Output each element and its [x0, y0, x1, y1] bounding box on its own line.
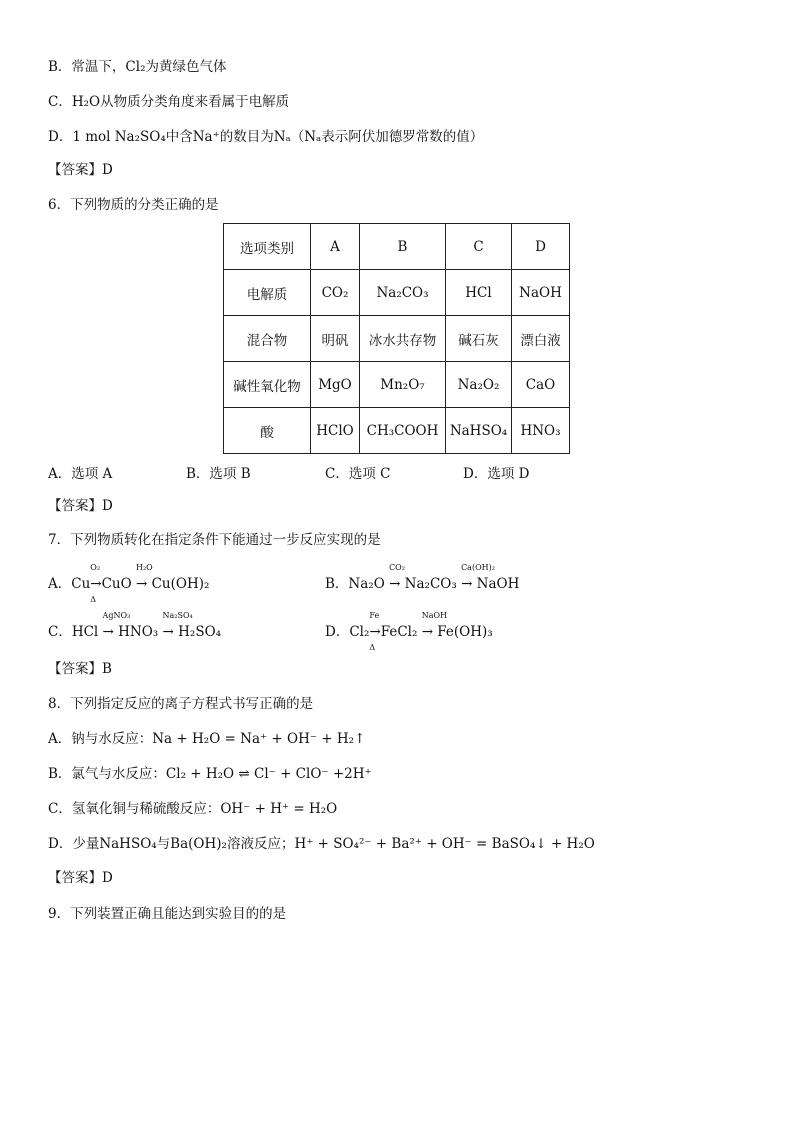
arrow-condition: Ca(OH)₂ [461, 563, 495, 572]
product: H₂SO₄ [178, 624, 222, 640]
question-8-stem: 8．下列指定反应的离子方程式书写正确的是 [48, 696, 314, 712]
intermediate: Na₂CO₃ [404, 576, 457, 592]
reaction-arrow: H₂O → [135, 563, 153, 592]
question-7-stem: 7．下列物质转化在指定条件下能通过一步反应实现的是 [48, 532, 381, 548]
product: Cu(OH)₂ [151, 576, 210, 592]
product: NaOH [476, 576, 520, 592]
table-cell: CaO [512, 362, 570, 408]
option-c-q7 [48, 611, 222, 640]
reaction-arrow: NaOH → [421, 611, 447, 640]
option-a-q6: A．选项 A [48, 466, 113, 482]
table-cell: NaHSO₄ [446, 408, 512, 454]
reaction-arrow: O₂ → Δ [90, 563, 102, 604]
table-cell: C [446, 224, 512, 270]
option-b-q5: B．常温下，Cl₂为黄绿色气体 [48, 59, 227, 75]
option-c-q8: C．氢氧化铜与稀硫酸反应：OH⁻ + H⁺ = H₂O [48, 801, 338, 817]
arrow-condition: CO₂ [389, 563, 405, 572]
table-cell: D [512, 224, 570, 270]
option-b-q6: B．选项 B [186, 466, 251, 482]
answer-q7: 【答案】B [48, 661, 112, 677]
arrow-condition: H₂O [135, 563, 153, 572]
question-6-options [48, 462, 748, 482]
option-a-q8: A．钠与水反应：Na + H₂O = Na⁺ + OH⁻ + H₂↑ [48, 731, 366, 747]
option-b-q7 [325, 563, 520, 592]
arrow-condition: Na₂SO₄ [162, 611, 193, 620]
table-cell: Na₂O₂ [446, 362, 512, 408]
table-row [224, 408, 570, 454]
arrow-condition: NaOH [421, 611, 447, 620]
table-cell: 漂白液 [512, 316, 570, 362]
reactant: B．Na₂O [325, 576, 385, 592]
table-cell: CO₂ [311, 270, 360, 316]
answer-q5: 【答案】D [48, 162, 113, 178]
table-cell: HCl [446, 270, 512, 316]
table-cell: B [360, 224, 446, 270]
table-row [224, 316, 570, 362]
arrow-condition: Δ [90, 595, 97, 604]
arrow-condition: Fe [369, 611, 380, 620]
table-cell: 选项类别 [224, 224, 311, 270]
table-cell: 电解质 [224, 270, 311, 316]
table-cell: NaOH [512, 270, 570, 316]
table-cell: 冰水共存物 [360, 316, 446, 362]
option-c-q6: C．选项 C [325, 466, 391, 482]
intermediate: FeCl₂ [380, 624, 418, 640]
arrow-condition: O₂ [90, 563, 101, 572]
reaction-arrow: Ca(OH)₂ → [461, 563, 495, 592]
reactant: A．Cu [48, 576, 91, 592]
product: Fe(OH)₃ [437, 624, 493, 640]
table-row [224, 270, 570, 316]
table-cell: Mn₂O₇ [360, 362, 446, 408]
table-cell: MgO [311, 362, 360, 408]
intermediate: CuO [101, 576, 132, 592]
reaction-arrow: Fe → Δ [369, 611, 381, 652]
table-cell: HNO₃ [512, 408, 570, 454]
table-cell: 酸 [224, 408, 311, 454]
table-cell: HClO [311, 408, 360, 454]
answer-q8: 【答案】D [48, 870, 113, 886]
option-c-q5: C．H₂O从物质分类角度来看属于电解质 [48, 94, 290, 110]
option-d-q6: D．选项 D [463, 466, 530, 482]
question-9-stem: 9．下列装置正确且能达到实验目的的是 [48, 906, 287, 922]
option-a-q7 [48, 563, 210, 604]
table-header-row [224, 224, 570, 270]
reaction-arrow: AgNO₃ → [102, 611, 131, 640]
option-b-q8: B．氯气与水反应：Cl₂ + H₂O ⇌ Cl⁻ + ClO⁻ +2H⁺ [48, 766, 372, 782]
intermediate: HNO₃ [118, 624, 159, 640]
answer-q6: 【答案】D [48, 498, 113, 514]
reactant: C．HCl [48, 624, 99, 640]
table-cell: 碱石灰 [446, 316, 512, 362]
table-cell: A [311, 224, 360, 270]
arrow-condition: AgNO₃ [102, 611, 131, 620]
table-cell: 碱性氧化物 [224, 362, 311, 408]
table-cell: CH₃COOH [360, 408, 446, 454]
option-d-q5: D．1 mol Na₂SO₄中含Na⁺的数目为Nₐ（Nₐ表示阿伏加德罗常数的值） [48, 129, 484, 145]
table-cell: 混合物 [224, 316, 311, 362]
reaction-arrow: CO₂ → [389, 563, 405, 592]
table-cell: 明矾 [311, 316, 360, 362]
reactant: D．Cl₂ [325, 624, 370, 640]
table-cell: Na₂CO₃ [360, 270, 446, 316]
arrow-condition: Δ [369, 643, 376, 652]
question-6-stem: 6．下列物质的分类正确的是 [48, 197, 219, 213]
reaction-arrow: Na₂SO₄ → [162, 611, 193, 640]
table-row [224, 362, 570, 408]
option-d-q7 [325, 611, 493, 652]
classification-table [223, 223, 570, 454]
option-d-q8: D．少量NaHSO₄与Ba(OH)₂溶液反应；H⁺ + SO₄²⁻ + Ba²⁺ + OH⁻ = BaSO₄↓ + H₂O [48, 836, 595, 852]
